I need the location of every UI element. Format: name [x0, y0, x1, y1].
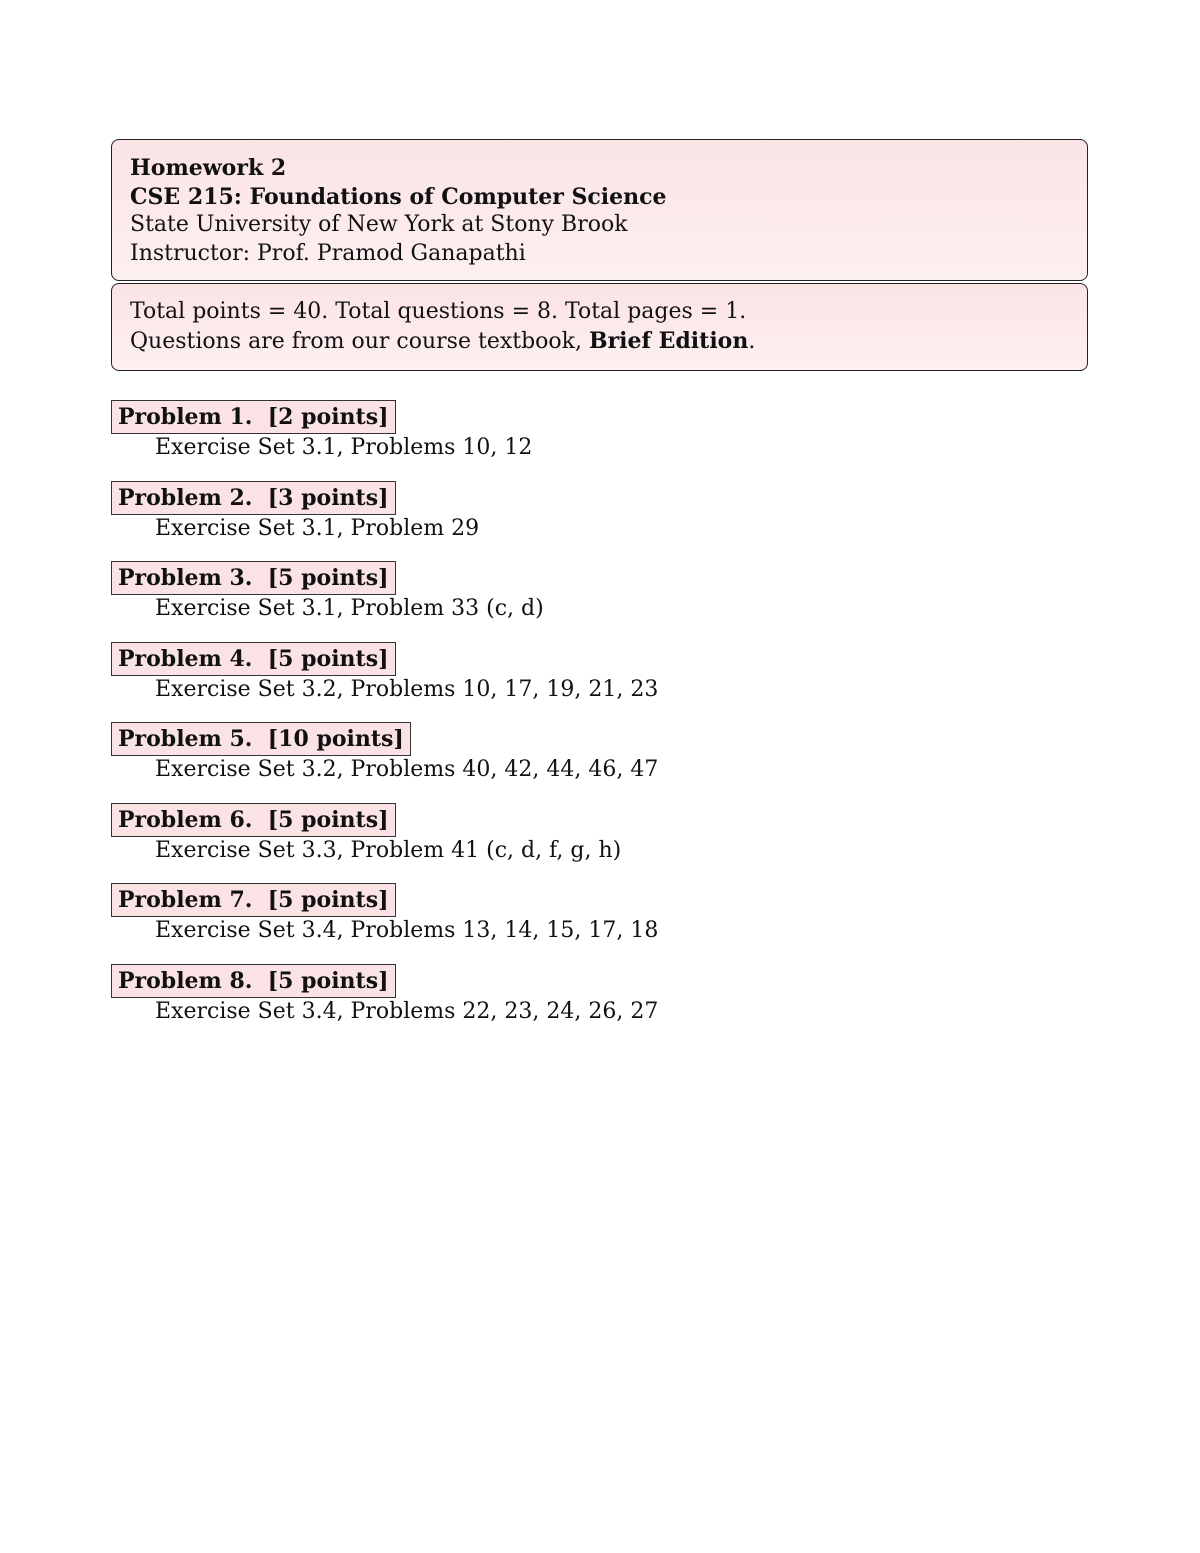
problem-label: Problem 2. [3 points] — [111, 481, 396, 515]
problem-description: Exercise Set 3.2, Problems 40, 42, 44, 46, 47 — [155, 757, 659, 782]
problem-item — [111, 722, 1011, 803]
problem-description: Exercise Set 3.4, Problems 13, 14, 15, 17, 18 — [155, 918, 659, 943]
homework-title: Homework 2 — [130, 155, 287, 181]
problem-description: Exercise Set 3.3, Problem 41 (c, d, f, g, h) — [155, 837, 622, 863]
problem-label: Problem 5. [10 points] — [111, 722, 411, 756]
problem-label: Problem 6. [5 points] — [111, 803, 396, 837]
problem-label: Problem 1. [2 points] — [111, 400, 396, 434]
problem-description: Exercise Set 3.2, Problems 10, 17, 19, 21, 23 — [155, 676, 659, 702]
source-edition: Brief Edition — [588, 327, 749, 354]
problem-item — [111, 642, 1011, 723]
source-suffix: . — [748, 328, 756, 354]
totals-text: Total points = 40. Total questions = 8. Total pages = 1. — [130, 299, 747, 324]
problem-label: Problem 4. [5 points] — [111, 642, 396, 676]
problem-item — [111, 803, 1011, 884]
university-name: State University of New York at Stony Brook — [130, 212, 628, 237]
problem-list — [111, 400, 1011, 1044]
course-title: CSE 215: Foundations of Computer Science — [130, 183, 667, 210]
problem-description: Exercise Set 3.4, Problems 22, 23, 24, 26, 27 — [155, 998, 659, 1024]
problem-label: Problem 3. [5 points] — [111, 561, 396, 595]
problem-description: Exercise Set 3.1, Problem 29 — [155, 515, 480, 541]
problem-item — [111, 481, 1011, 562]
problem-label: Problem 7. [5 points] — [111, 883, 396, 917]
problem-item — [111, 964, 1011, 1045]
header-box — [111, 139, 1088, 281]
info-box — [111, 283, 1088, 371]
source-prefix: Questions are from our course textbook, — [130, 328, 589, 354]
problem-item — [111, 400, 1011, 481]
problem-item — [111, 561, 1011, 642]
problem-description: Exercise Set 3.1, Problem 33 (c, d) — [155, 596, 544, 621]
source-text — [130, 327, 1069, 357]
problem-item — [111, 883, 1011, 964]
problem-description: Exercise Set 3.1, Problems 10, 12 — [155, 435, 533, 460]
instructor-name: Instructor: Prof. Pramod Ganapathi — [130, 240, 526, 266]
problem-label: Problem 8. [5 points] — [111, 964, 396, 998]
